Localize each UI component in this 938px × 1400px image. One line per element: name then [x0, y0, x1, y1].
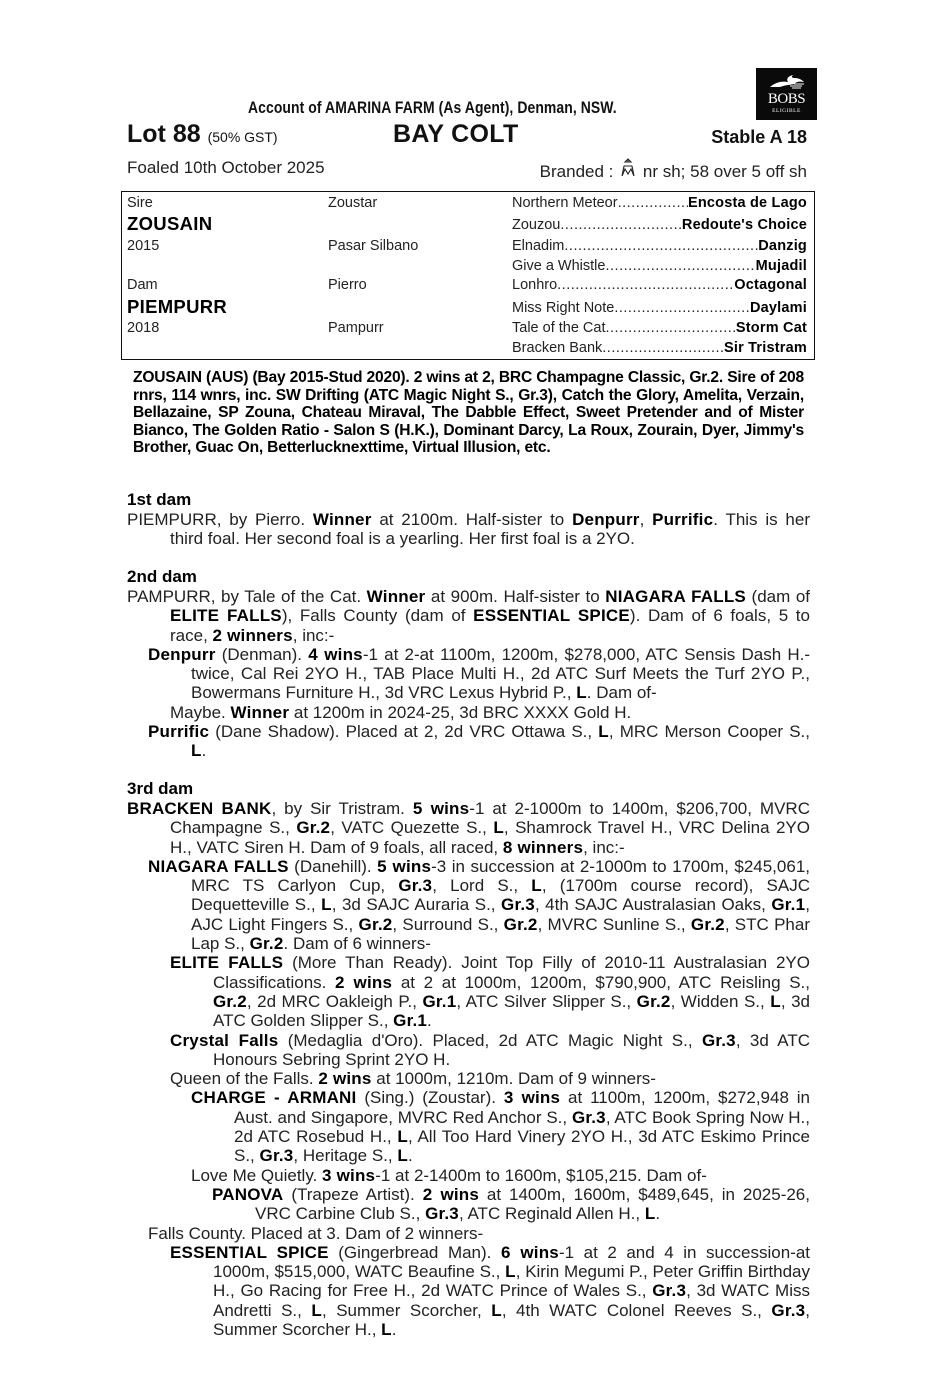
dam-label: Dam [127, 277, 158, 293]
first-dam-section [127, 510, 810, 549]
sire-year: 2015 [127, 238, 160, 254]
third-gen-name: Northern Meteor [512, 195, 618, 211]
third-gen-name: Miss Right Note [512, 300, 615, 316]
third-gen-sire: Mujadil [755, 258, 807, 274]
third-gen-row [512, 258, 807, 274]
third-gen-row [512, 277, 807, 293]
third-gen-row [512, 217, 807, 233]
third-gen-name: Give a Whistle [512, 258, 606, 274]
lot-number [127, 120, 278, 149]
second-dam-heading: 2nd dam [127, 567, 197, 586]
third-gen-row [512, 320, 807, 336]
third-dam-main: BRACKEN BANK, by Sir Tristram. 5 wins-1 at 2-1000m to 1400m, $206,700, MVRC Champagne S., Gr.2, VATC Quezette S., L, Shamrock Travel H., VRC Delina 2YO H., VATC Siren H. Dam of 9 foals, all raced, 8 winners, inc:- [127, 799, 810, 857]
third-gen-name: Bracken Bank [512, 340, 603, 356]
third-gen-name: Lonhro [512, 277, 558, 293]
progeny-purrific: Purrific (Dane Shadow). Placed at 2, 2d VRC Ottawa S., L, MRC Merson Cooper S., L. [148, 722, 810, 761]
third-gen-row [512, 195, 807, 211]
second-dam-section [127, 587, 810, 761]
sex-colour: BAY COLT [393, 120, 519, 148]
lot-label: Lot 88 [127, 120, 201, 148]
dam-name: PIEMPURR [127, 296, 228, 317]
brand-info [540, 158, 807, 182]
progeny-charge-armani: CHARGE - ARMANI (Sing.) (Zoustar). 3 wins at 1100m, 1200m, $272,948 in Aust. and Singapore, MVRC Red Anchor S., Gr.3, ATC Book Spring Now H., 2d ATC Rosebud H., L, All Too Hard Vinery 2YO H., 3d ATC Eskimo Prince S., Gr.3, Heritage S., L. [191, 1088, 811, 1166]
progeny-queen-of-the-falls: Queen of the Falls. 2 wins at 1000m, 1210m. Dam of 9 winners- [170, 1069, 656, 1089]
stable-location: Stable A 18 [711, 127, 807, 147]
third-gen-sire: Octagonal [734, 277, 807, 293]
third-gen-sire: Sir Tristram [724, 340, 807, 356]
branded-value: nr sh; 58 over 5 off sh [642, 162, 807, 181]
sire-dam: Pasar Silbano [328, 238, 419, 254]
third-gen-name: Elnadim [512, 238, 565, 254]
third-gen-name: Tale of the Cat [512, 320, 606, 336]
dam-dam: Pampurr [328, 320, 384, 336]
dam-sire: Pierro [328, 277, 367, 293]
progeny-panova: PANOVA (Trapeze Artist). 2 wins at 1400m, 1600m, $489,645, in 2025-26, VRC Carbine Club S., Gr.3, ATC Reginald Allen H., L. [212, 1184, 810, 1224]
third-dam-section [127, 799, 810, 1339]
progeny-crystal-falls: Crystal Falls (Medaglia d'Oro). Placed, 2d ATC Magic Night S., Gr.3, 3d ATC Honours Sebring Sprint 2YO H. [170, 1030, 810, 1069]
progeny-maybe: Maybe. Winner at 1200m in 2024-25, 3d BRC XXXX Gold H. [170, 702, 632, 722]
foaled-date: Foaled 10th October 2025 [127, 158, 325, 177]
sire-name: ZOUSAIN [127, 213, 213, 234]
progeny-niagara-falls: NIAGARA FALLS (Danehill). 5 wins-3 in succession at 2-1000m to 1700m, $245,061, MRC TS Carlyon Cup, Gr.3, Lord S., L, (1700m course record), SAJC Dequetteville S., L, 3d SAJC Auraria S., Gr.3, 4th SAJC Australasian Oaks, Gr.1, AJC Light Fingers S., Gr.2, Surround S., Gr.2, MVRC Sunline S., Gr.2, STC Phar Lap S., Gr.2. Dam of 6 winners- [148, 856, 810, 954]
third-gen-sire: Redoute's Choice [681, 217, 807, 233]
sire-sire: Zoustar [328, 195, 378, 211]
third-gen-sire: Daylami [749, 300, 807, 316]
first-dam-text: PIEMPURR, by Pierro. Winner at 2100m. Half-sister to Denpurr, Purrific. This is her third foal. Her second foal is a yearling. Her first foal is a 2YO. [127, 510, 810, 549]
progeny-falls-county: Falls County. Placed at 3. Dam of 2 winners- [148, 1223, 484, 1243]
progeny-denpurr: Denpurr (Denman). 4 wins-1 at 2-at 1100m, 1200m, $278,000, ATC Sensis Dash H.-twice, Cal Rei 2YO H., TAB Place Multi H., 2d ATC Surf Meets the Turf 2YO P., Bowermans Furniture H., 3d VRC Lexus Hybrid P., L. Dam of- [148, 644, 810, 703]
third-gen-name: Zouzou [512, 217, 561, 233]
first-dam-heading: 1st dam [127, 490, 192, 509]
progeny-elite-falls: ELITE FALLS (More Than Ready). Joint Top Filly of 2010-11 Australasian 2YO Classifications. 2 wins at 2 at 1000m, 1200m, $790,900, ATC Reisling S., Gr.2, 2d MRC Oakleigh P., Gr.1, ATC Silver Slipper S., Gr.2, Widden S., L, 3d ATC Golden Slipper S., Gr.1. [170, 953, 810, 1031]
progeny-love-me-quietly: Love Me Quietly. 3 wins-1 at 2-1400m to 1600m, $105,215. Dam of- [191, 1165, 707, 1185]
pedigree-table [121, 191, 815, 360]
third-gen-row [512, 300, 807, 316]
gst-note: (50% GST) [207, 129, 278, 145]
vendor-line: Account of AMARINA FARM (As Agent), Denman, NSW. [248, 98, 617, 117]
horse-head-icon [768, 73, 806, 91]
third-gen-sire: Encosta de Lago [687, 195, 807, 211]
third-gen-row [512, 340, 807, 356]
third-gen-sire: Storm Cat [735, 320, 807, 336]
bobs-eligible-logo [756, 68, 817, 120]
logo-text: BOBS [767, 91, 806, 107]
third-dam-heading: 3rd dam [127, 779, 194, 798]
logo-subtext: ELIGIBLE [772, 108, 801, 114]
progeny-essential-spice: ESSENTIAL SPICE (Gingerbread Man). 6 wins-1 at 2 and 4 in succession-at 1000m, $515,000, WATC Beaufine S., L, Kirin Megumi P., Peter Griffin Birthday H., Go Racing for Free H., 2d WATC Prince of Wales S., Gr.3, 3d WATC Miss Andretti S., L, Summer Scorcher, L, 4th WATC Colonel Reeves S., Gr.3, Summer Scorcher H., L. [170, 1242, 811, 1340]
third-gen-sire: Danzig [758, 238, 807, 254]
dam-year: 2018 [127, 320, 160, 336]
branded-label: Branded : [539, 162, 614, 181]
sire-summary: ZOUSAIN (AUS) (Bay 2015-Stud 2020). 2 wins at 2, BRC Champagne Classic, Gr.2. Sire of 208 rnrs, 114 wnrs, inc. SW Drifting (ATC Magic Night S., Gr.3), Catch the Glory, Amelita, Verzain, Bellazaine, SP Zouna, Chateau Miraval, The Dabble Effect, Sweet Pretender and of Mister Bianco, The Golden Ratio - Salon S (H.K.), Dominant Darcy, La Roux, Zourain, Dyer, Jimmy's Brother, Guac On, Betterlucknexttime, Virtual Illusion, etc. [133, 369, 804, 456]
sire-label: Sire [127, 195, 153, 211]
second-dam-main: PAMPURR, by Tale of the Cat. Winner at 900m. Half-sister to NIAGARA FALLS (dam of ELITE FALLS), Falls County (dam of ESSENTIAL SPICE). Dam of 6 foals, 5 to race, 2 winners, inc:- [127, 587, 811, 645]
third-gen-row [512, 238, 807, 254]
brand-mark-icon [618, 158, 638, 178]
